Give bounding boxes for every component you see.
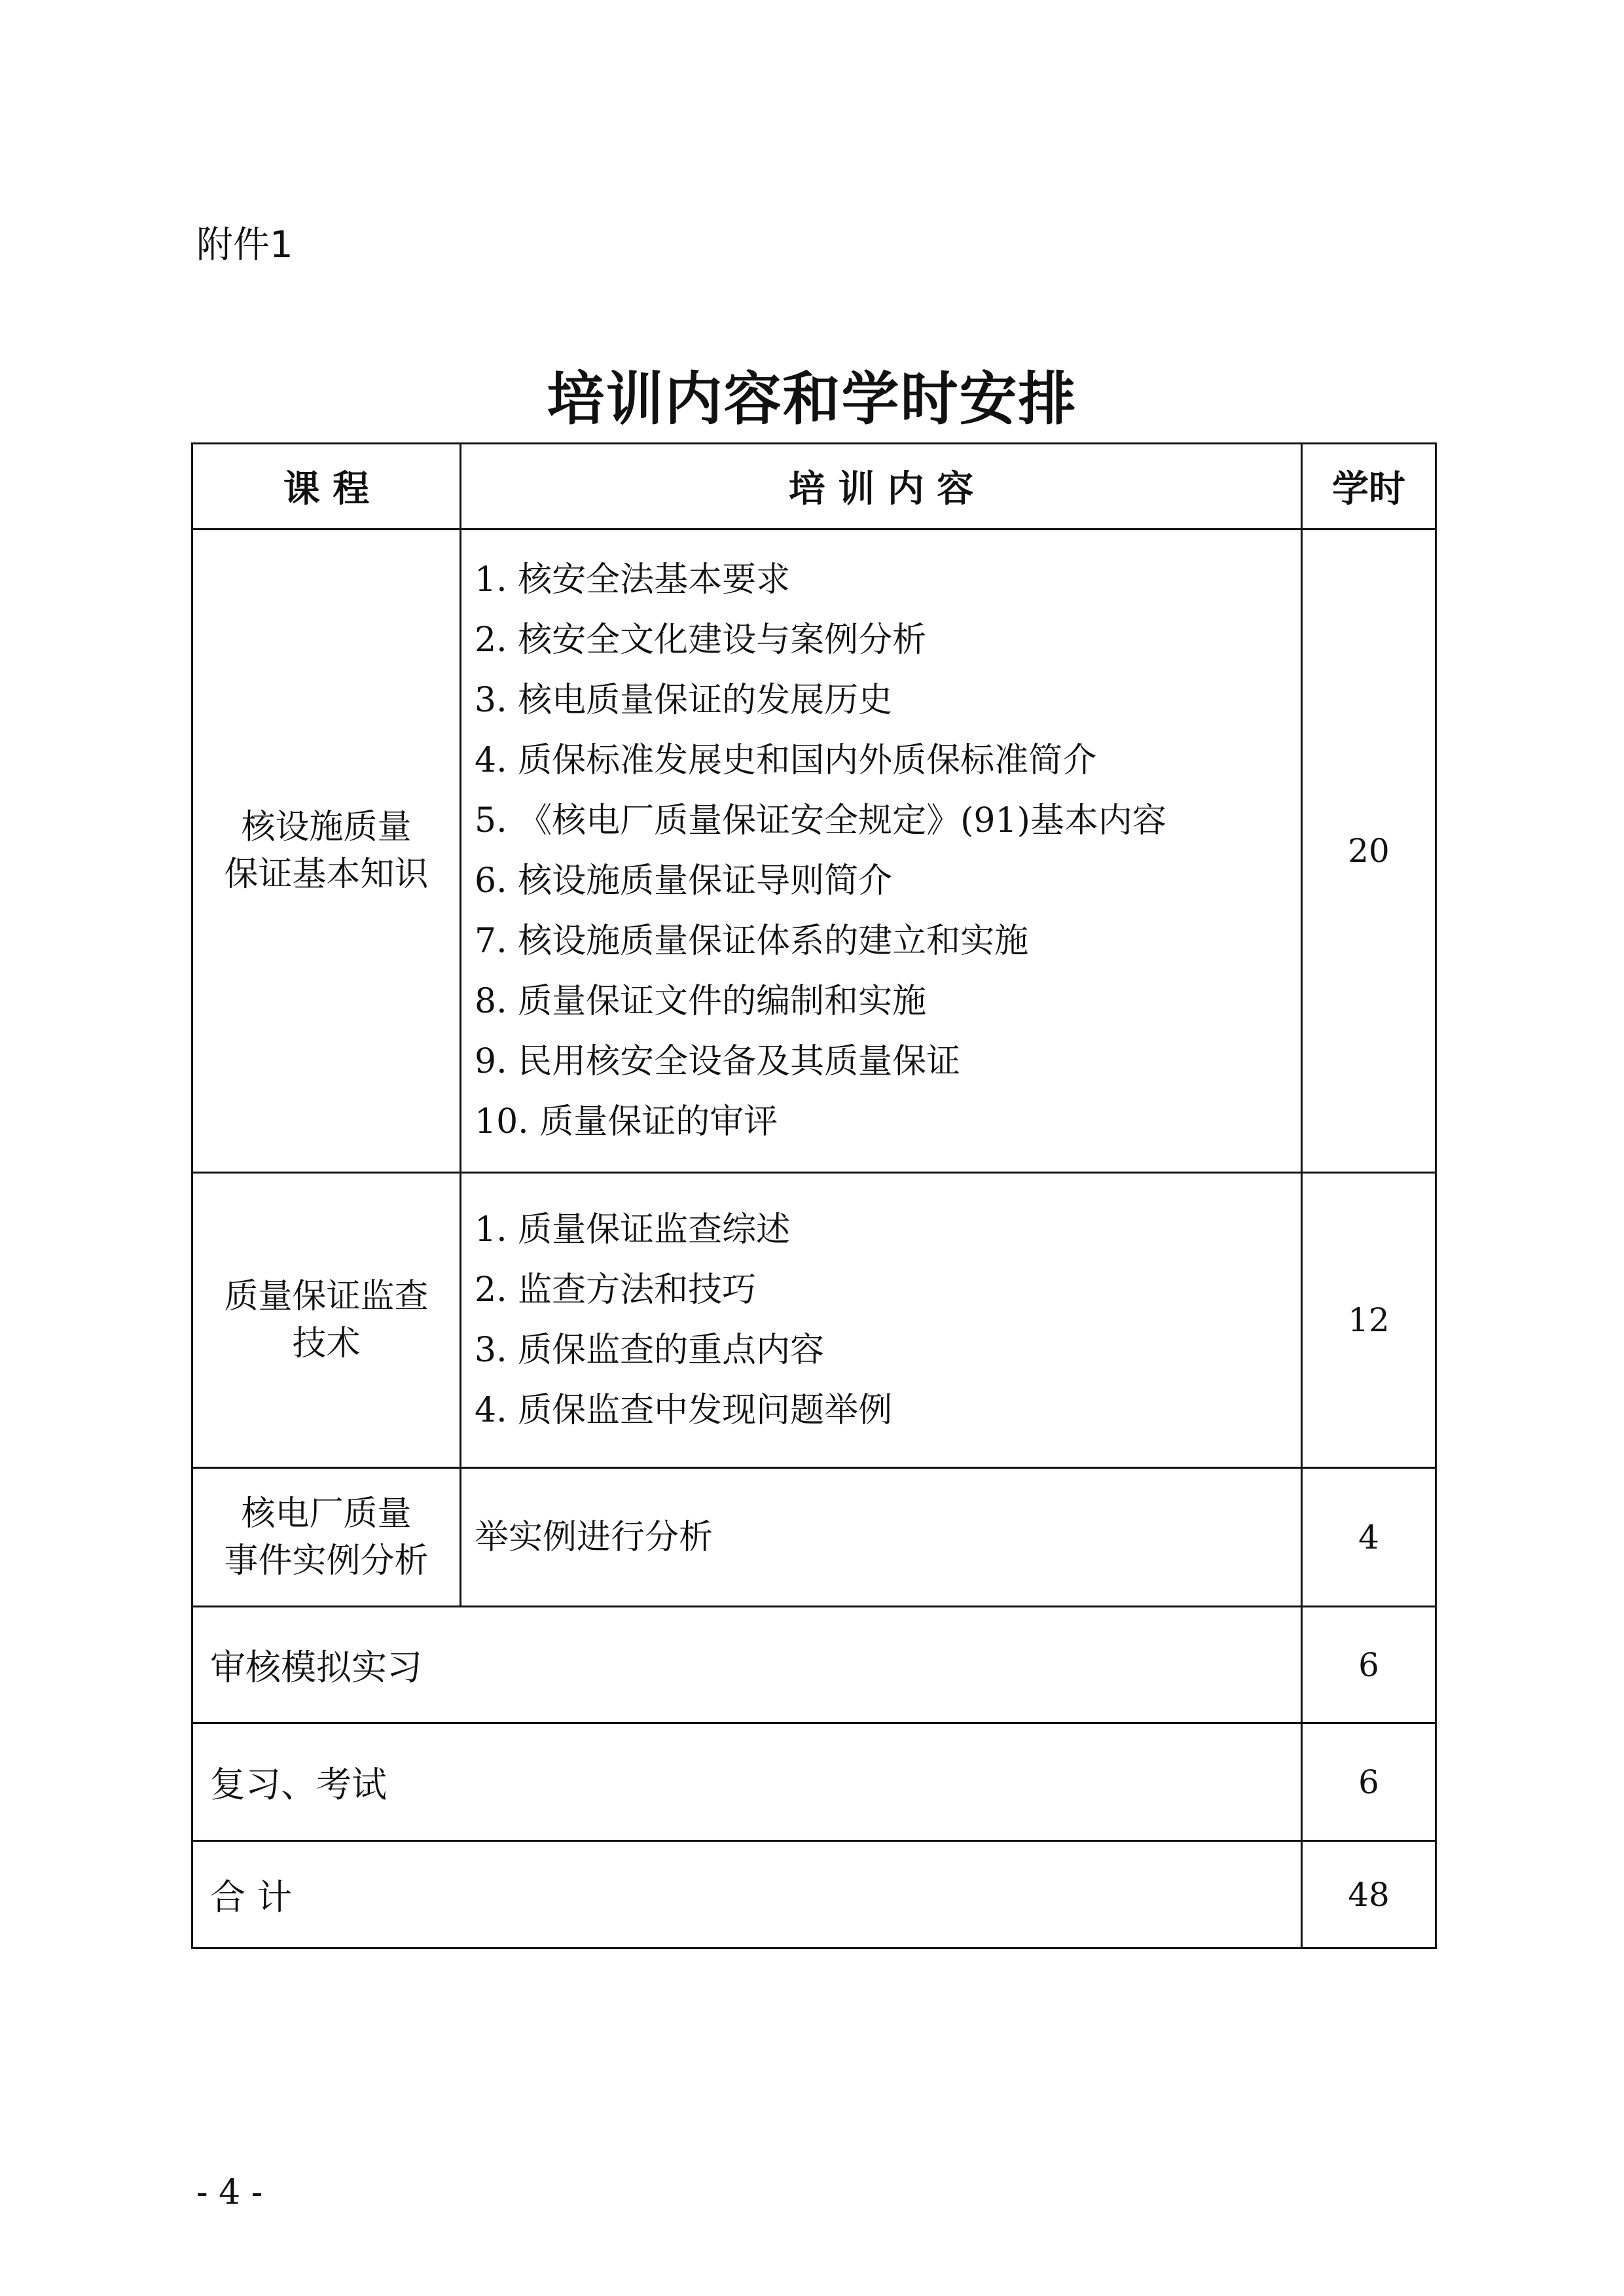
table-row <box>192 1607 1436 1723</box>
list-item: 2. 核安全文化建设与案例分析 <box>475 620 927 660</box>
training-schedule-table <box>191 442 1437 1949</box>
row-label: 复习、考试 <box>192 1723 1302 1841</box>
total-hours: 48 <box>1302 1841 1436 1948</box>
list-item: 7. 核设施质量保证体系的建立和实施 <box>475 922 1029 961</box>
list-item: 5. 《核电厂质量保证安全规定》(91)基本内容 <box>475 801 1166 840</box>
list-item: 4. 质保标准发展史和国内外质保标准简介 <box>475 741 1097 780</box>
hours-value: 4 <box>1302 1468 1436 1607</box>
content-list <box>461 1173 1302 1468</box>
table-row <box>192 1468 1436 1607</box>
course-name: 核电厂质量 事件实例分析 <box>192 1468 461 1607</box>
header-hours: 学时 <box>1302 444 1436 529</box>
list-item: 8. 质量保证文件的编制和实施 <box>475 982 927 1021</box>
list-item: 1. 质量保证监查综述 <box>475 1210 791 1249</box>
table-row <box>192 529 1436 1173</box>
list-item: 6. 核设施质量保证导则简介 <box>475 861 893 901</box>
list-item: 1. 核安全法基本要求 <box>475 560 791 600</box>
content-list <box>461 529 1302 1173</box>
content-list <box>461 1468 1302 1607</box>
total-label: 合 计 <box>192 1841 1302 1948</box>
list-item: 举实例进行分析 <box>475 1517 713 1557</box>
page-number: - 4 - <box>196 2173 263 2212</box>
row-label: 审核模拟实习 <box>192 1607 1302 1723</box>
hours-value: 6 <box>1302 1723 1436 1841</box>
table-row <box>192 1723 1436 1841</box>
hours-value: 6 <box>1302 1607 1436 1723</box>
attachment-label: 附件1 <box>196 224 293 266</box>
list-item: 2. 监查方法和技巧 <box>475 1270 757 1310</box>
list-item: 3. 核电质量保证的发展历史 <box>475 681 893 720</box>
table-header-row <box>192 444 1436 529</box>
list-item: 3. 质保监查的重点内容 <box>475 1331 825 1370</box>
hours-value: 20 <box>1302 529 1436 1173</box>
course-name: 质量保证监查 技术 <box>192 1173 461 1468</box>
hours-value: 12 <box>1302 1173 1436 1468</box>
course-name: 核设施质量 保证基本知识 <box>192 529 461 1173</box>
page-title: 培训内容和学时安排 <box>547 365 1077 433</box>
header-content: 培 训 内 容 <box>461 444 1302 529</box>
list-item: 10. 质量保证的审评 <box>475 1102 778 1141</box>
list-item: 9. 民用核安全设备及其质量保证 <box>475 1042 961 1081</box>
list-item: 4. 质保监查中发现问题举例 <box>475 1391 893 1430</box>
table-row <box>192 1841 1436 1948</box>
header-course: 课 程 <box>192 444 461 529</box>
table-row <box>192 1173 1436 1468</box>
